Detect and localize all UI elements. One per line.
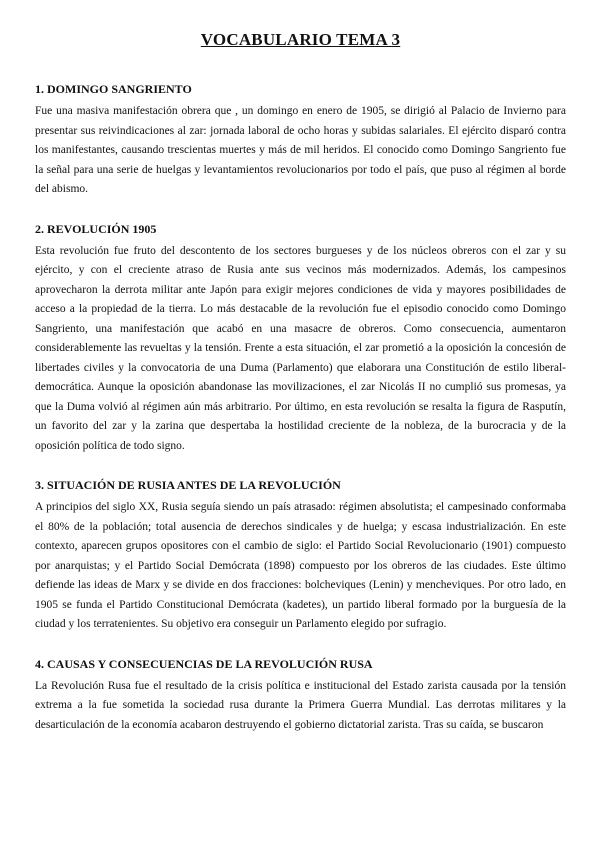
section-causas-consecuencias — [35, 655, 566, 736]
document-title: VOCABULARIO TEMA 3 — [200, 30, 401, 49]
section-heading: 2. REVOLUCIÓN 1905 — [35, 221, 157, 236]
section-body: La Revolución Rusa fue el resultado de la crisis política e institucional del Estado zarista causada por la tensión extrema a la fue sometida la sociedad rusa durante la Primera Guerra Mundial. Las derrotas militares y la desarticulación de la economía acabaron destruyendo el gobierno dictatorial zarista. Tras su caída, se buscaron — [35, 679, 566, 731]
section-revolucion-1905 — [35, 220, 566, 457]
section-body: Esta revolución fue fruto del descontento de los sectores burgueses y de los núcleos obreros con el zar y su ejército, y con el creciente atraso de Rusia ante sus vecinos más modernizados. Además, los campesinos aprovecharon la derrota militar ante Japón para exigir mejores condiciones de vida y mayores posibilidades de acceso a la propiedad de la tierra. Lo más destacable de la revolución fue el episodio conocido como Domingo Sangriento, una manifestación que acabó en una masacre de obreros. Como consecuencia, aumentaron considerablemente las revueltas y la tensión. Frente a esta situación, el zar prometió a la oposición la concesión de libertades civiles y la convocatoria de una Duma (Parlamento) que elaborara una Constitución de estilo liberal-democrática. Aunque la oposición abandonase las movilizaciones, el zar Nicolás II no cumplió sus promesas, ya que la Duma volvió al régimen aún más arbitrario. Por último, en esta revolución se resalta la figura de Rasputín, un favorito del zar y la zarina que despertaba la hostilidad creciente de la nobleza, de la burocracia y de la oposición política de todo signo. — [35, 244, 566, 452]
section-domingo-sangriento — [35, 80, 566, 200]
section-heading: 3. SITUACIÓN DE RUSIA ANTES DE LA REVOLUCIÓN — [35, 478, 341, 492]
section-heading: 4. CAUSAS Y CONSECUENCIAS DE LA REVOLUCIÓN RUSA — [35, 656, 373, 671]
section-body: Fue una masiva manifestación obrera que , un domingo en enero de 1905, se dirigió al Palacio de Invierno para presentar sus reivindicaciones al zar: jornada laboral de ocho horas y subidas salariales. El ejército disparó contra los manifestantes, causando trescientas muertes y más de mil heridos. El conocido como Domingo Sangriento fue la señal para una serie de huelgas y levantamientos revolucionarios por todo el país, que puso al régimen al borde del abismo. — [35, 105, 566, 195]
section-situacion-rusia — [35, 476, 566, 635]
document-page — [35, 30, 566, 755]
section-body: A principios del siglo XX, Rusia seguía siendo un país atrasado: régimen absolutista; el campesinado conformaba el 80% de la población; total ausencia de derechos sindicales y de huelga; y escasa industrialización. En este contexto, aparecen grupos opositores con el cambio de siglo: el Partido Social Revolucionario (1901) compuesto por anarquistas; y el Partido Social Demócrata (1898) compuesto por los obreros de las ciudades. Este último defiende las ideas de Marx y se divide en dos fracciones: bolcheviques (Lenin) y mencheviques. Por otro lado, en 1905 se funda el Partido Constitucional Demócrata (kadetes), un partido liberal formado por la burguesía de la ciudad y los terratenientes. Su objetivo era conseguir un Parlamento elegido por sufragio. — [35, 501, 566, 630]
section-heading: 1. DOMINGO SANGRIENTO — [35, 82, 192, 96]
